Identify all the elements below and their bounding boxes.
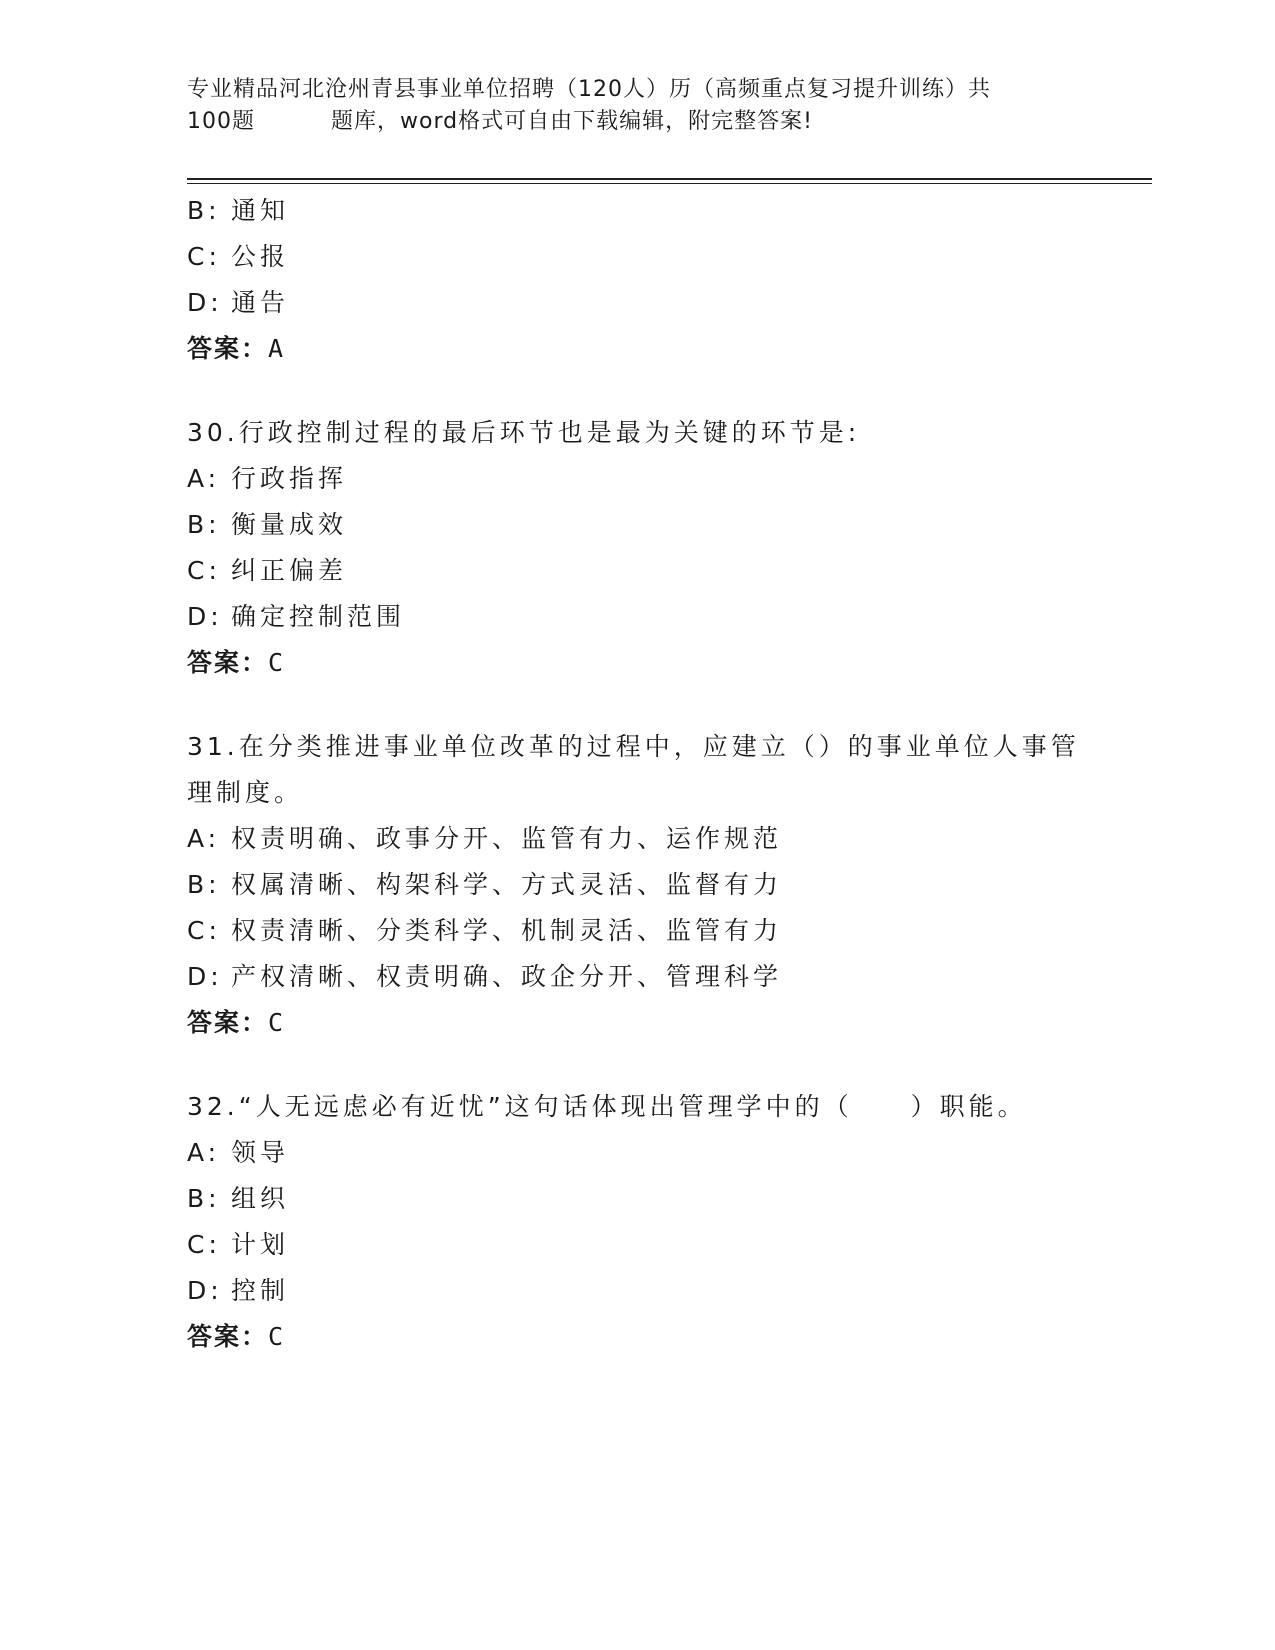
- answer-value: C: [268, 648, 286, 677]
- option-text: 产权清晰、权责明确、政企分开、管理科学: [231, 962, 783, 991]
- question-text: 32.“人无远虑必有近忧”这句话体现出管理学中的（ ）职能。: [187, 1092, 1027, 1121]
- option-key: B:: [187, 196, 221, 225]
- answer-value: C: [268, 1322, 286, 1351]
- option-b: [187, 862, 1127, 908]
- option-c: [187, 1222, 1127, 1268]
- option-key: A:: [187, 464, 221, 493]
- option-a: [187, 1130, 1127, 1176]
- option-a: [187, 816, 1127, 862]
- option-key: A:: [187, 1138, 221, 1167]
- continued-question: [187, 188, 1127, 372]
- option-key: D:: [187, 1276, 223, 1305]
- option-key: D:: [187, 288, 223, 317]
- option-text: 公报: [231, 242, 290, 271]
- question-30: [187, 410, 1127, 686]
- option-text: 确定控制范围: [231, 602, 406, 631]
- option-text: 组织: [231, 1184, 290, 1213]
- option-key: C:: [187, 916, 221, 945]
- option-key: D:: [187, 962, 223, 991]
- header-description: 题库，word格式可自由下载编辑，附完整答案!: [331, 109, 813, 134]
- answer-label: 答案：: [187, 648, 269, 677]
- option-text: 计划: [231, 1230, 290, 1259]
- question-31: [187, 724, 1127, 1046]
- option-d: [187, 954, 1127, 1000]
- option-text: 控制: [231, 1276, 290, 1305]
- option-c: [187, 234, 1127, 280]
- answer-label: 答案：: [187, 1322, 269, 1351]
- header-divider: [187, 178, 1152, 180]
- answer-label: 答案：: [187, 1008, 269, 1037]
- option-b: [187, 1176, 1127, 1222]
- option-key: B:: [187, 870, 221, 899]
- answer-line: [187, 1000, 1127, 1046]
- option-key: C:: [187, 1230, 221, 1259]
- answer-label: 答案：: [187, 334, 269, 363]
- header-count: 100题: [187, 109, 255, 134]
- answer-line: [187, 640, 1127, 686]
- option-text: 衡量成效: [231, 510, 348, 539]
- page-header: [187, 74, 1067, 138]
- answer-value: A: [268, 334, 286, 363]
- answer-line: [187, 326, 1127, 372]
- option-text: 领导: [231, 1138, 290, 1167]
- option-key: D:: [187, 602, 223, 631]
- option-d: [187, 1268, 1127, 1314]
- answer-value: C: [268, 1008, 286, 1037]
- question-32: [187, 1084, 1127, 1360]
- option-d: [187, 594, 1127, 640]
- option-text: 通告: [231, 288, 290, 317]
- option-b: [187, 502, 1127, 548]
- header-divider-thin: [187, 183, 1152, 184]
- answer-line: [187, 1314, 1127, 1360]
- header-title-line2: [187, 106, 1067, 138]
- option-c: [187, 548, 1127, 594]
- option-key: B:: [187, 510, 221, 539]
- option-text: 权责清晰、分类科学、机制灵活、监管有力: [231, 916, 783, 945]
- option-key: B:: [187, 1184, 221, 1213]
- question-text: 30.行政控制过程的最后环节也是最为关键的环节是:: [187, 418, 861, 447]
- option-key: A:: [187, 824, 221, 853]
- option-b: [187, 188, 1127, 234]
- option-key: C:: [187, 242, 221, 271]
- option-text: 通知: [231, 196, 290, 225]
- option-text: 权责明确、政事分开、监管有力、运作规范: [231, 824, 783, 853]
- option-a: [187, 456, 1127, 502]
- option-d: [187, 280, 1127, 326]
- question-text: 31.在分类推进事业单位改革的过程中，应建立（）的事业单位人事管理制度。: [187, 732, 1080, 807]
- header-title-line1: 专业精品河北沧州青县事业单位招聘（120人）历（高频重点复习提升训练）共: [187, 77, 991, 102]
- option-text: 权属清晰、构架科学、方式灵活、监督有力: [231, 870, 783, 899]
- option-key: C:: [187, 556, 221, 585]
- document-body: [187, 188, 1127, 1360]
- option-text: 纠正偏差: [231, 556, 348, 585]
- option-text: 行政指挥: [231, 464, 348, 493]
- option-c: [187, 908, 1127, 954]
